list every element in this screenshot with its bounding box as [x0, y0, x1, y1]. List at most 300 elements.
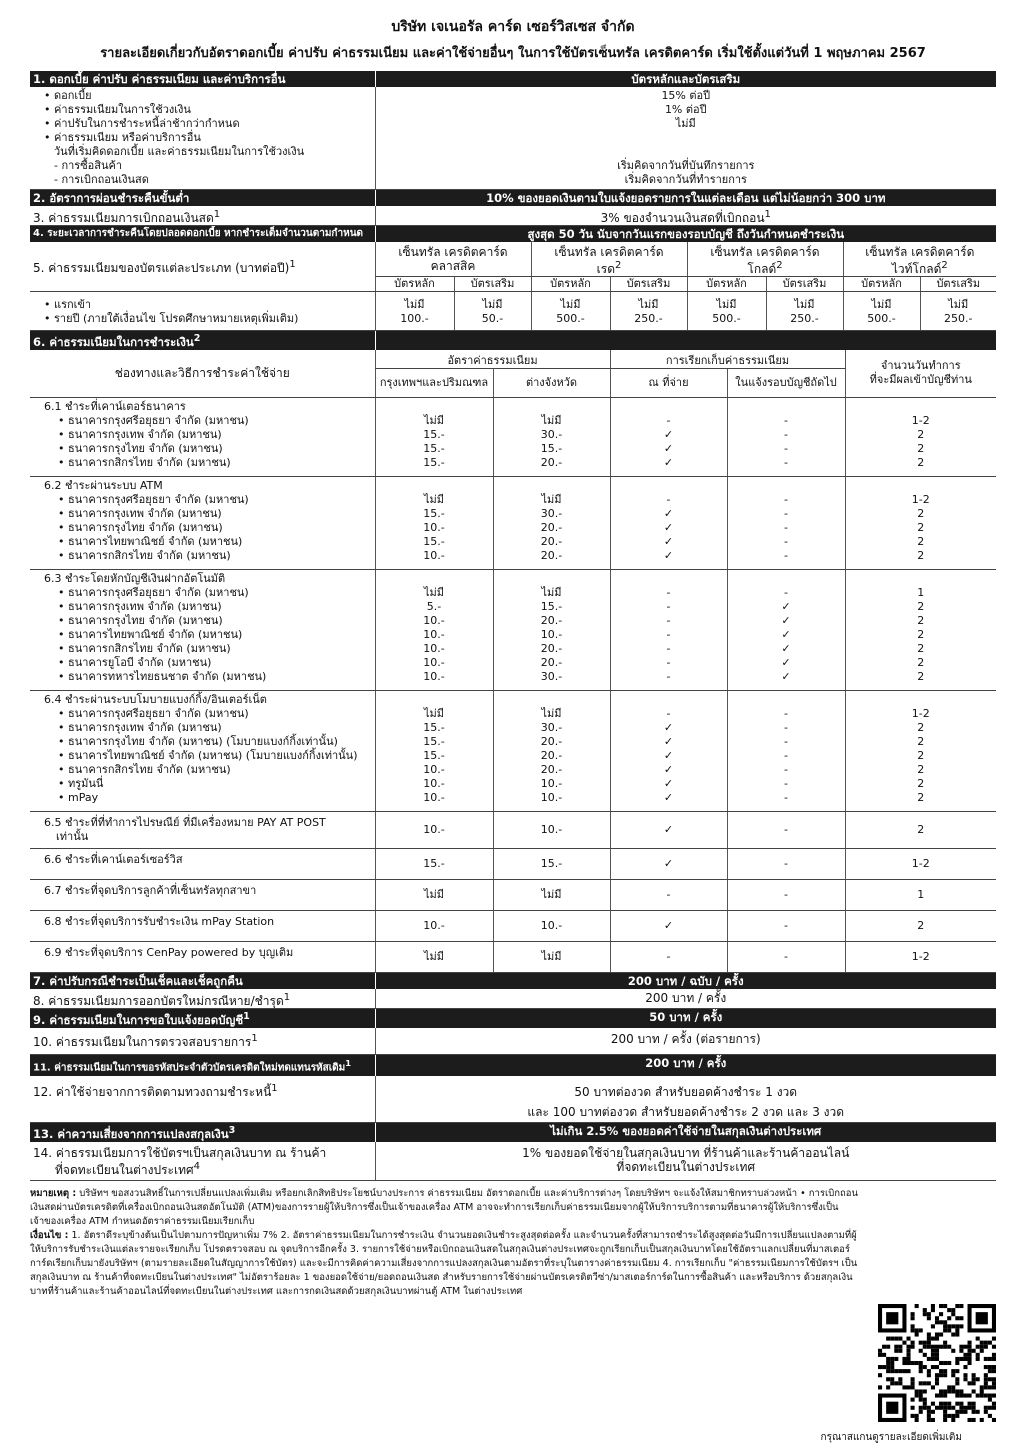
payment-channel: • ธนาคารกรุงเทพ จำกัด (มหาชน): [58, 427, 222, 441]
statement-charge-value: -: [784, 413, 788, 427]
bkk-fee-value: 15.-: [423, 455, 445, 469]
at-payment: ✓: [610, 848, 727, 879]
payment-channel: • ธนาคารยูโอบี จำกัด (มหาชน): [58, 655, 212, 669]
bkk-fee: ไม่มี: [375, 879, 493, 910]
card-name: เซ็นทรัล เครดิตคาร์ด: [710, 245, 820, 259]
annual-fee-label: • รายปี (ภายใต้เงื่อนไข โปรดศึกษาหมายเหตุเพิ่มเติม): [44, 312, 299, 325]
bkk-fee: 10.-: [375, 910, 493, 941]
bkk-fee-value: 15.-: [423, 748, 445, 762]
payment-channel: • ธนาคารกสิกรไทย จำกัด (มหาชน): [58, 641, 231, 655]
payment-group-title: 6.4 ชำระผ่านระบบโมบายแบงก์กิ้ง/อินเตอร์เน็ต: [44, 692, 267, 706]
card-gold: [687, 242, 843, 277]
payment-group: [30, 569, 996, 690]
payment-channel: • ธนาคารกรุงไทย จำกัด (มหาชน): [58, 520, 223, 534]
entry-fee-label: • แรกเข้า: [44, 298, 92, 311]
province-fee-value: 30.-: [540, 669, 563, 683]
at-payment: [610, 397, 727, 476]
section-13-header: [30, 1122, 996, 1141]
at-payment: ✓: [610, 811, 727, 848]
province-fee-value: 20.-: [540, 748, 563, 762]
clearing-days-value: 2: [917, 627, 925, 641]
clearing-days: [845, 569, 996, 690]
clearing-days-value: 2: [917, 599, 925, 613]
statement-charge-value: ✓: [781, 669, 791, 683]
s1-value: เริ่มคิดจากวันที่บันทึกรายการ: [617, 159, 755, 172]
card-name: เซ็นทรัล เครดิตคาร์ด: [554, 245, 664, 259]
section-6-header: [30, 331, 996, 350]
province-fee-value: 30.-: [540, 427, 563, 441]
province-fee-value: ไม่มี: [541, 413, 562, 427]
statement-charge-value: -: [784, 776, 788, 790]
at-payment-header: ณ ที่จ่าย: [610, 368, 727, 397]
footnote-ref: 1: [251, 1032, 258, 1044]
section-3-row: [30, 206, 996, 226]
card-name: เซ็นทรัล เครดิตคาร์ด: [865, 245, 975, 259]
at-payment-value: -: [666, 627, 671, 641]
clearing-days: 1: [845, 879, 996, 910]
annual-fee: 500.-: [867, 312, 896, 325]
clearing-days-value: 1-2: [911, 706, 930, 720]
section-1-right: บัตรหลักและบัตรเสริม: [375, 71, 996, 87]
province-fee: 10.-: [493, 910, 610, 941]
at-payment-value: -: [666, 655, 671, 669]
at-payment: [610, 690, 727, 811]
payment-channel: • ธนาคารไทยพาณิชย์ จำกัด (มหาชน): [58, 627, 243, 641]
statement-charge: -: [727, 941, 845, 972]
condition-text: 1. อัตราดีระบุข้างต้นเป็นไปตามการปัญหาเพิ่ม 7% 2. อัตราค่าธรรมเนียมในการชำระเงิน จำนวนยอดเงินชำระสูงสุดต่อครั้ง และจำนวนครั้งที่สามารถชำระได้สูงสุดต่อวันมีการเปลี่ยนแปลงตามที่ผู้ให้บริการรับชำระเงินแต่ละรายจะเรียกเก็บ โปรดตรวจสอบ ณ จุดบริการอีกครั้ง 3. รายการใช้จ่ายหรือเบิกถอนเงินสดในสกุลเงินต่างประเทศจะถูกเรียกเก็บเป็นสกุลเงินบาทโดยใช้อัตราแลกเปลี่ยนที่มาสเตอร์การ์ดเรียกเก็บมายังบริษัทฯ (ตามรายละเอียดในสัญญาการใช้บัตร) และจะมีการคิดค่าความเสี่ยงจากการแปลงสกุลเงินตามอัตราที่ระบุในตารางค่าธรรมเนียม 4. การเรียกเก็บ "ค่าธรรมเนียมการใช้บัตรฯ เป็นสกุลเงินบาท ณ ร้านค้าที่จดทะเบียนในต่างประเทศ" ไม่อัตราร้อยละ 1 ของยอดใช้จ่าย/ยอดถอนเงินสด สำหรับรายการใช้จ่ายผ่านบัตรเครดิตวีซ่า/มาสเตอร์การ์ดในการซื้อสินค้า และหรือบริการ ด้วยสกุลเงินบาทที่ร้านค้าและร้านค้าออนไลน์ที่จดทะเบียนในต่างประเทศ และการกดเงินสดด้วยสกุลเงินบาทผ่านตู้ ATM ในต่างประเทศ: [30, 1229, 858, 1297]
payment-single: [30, 941, 996, 972]
qr-code-icon[interactable]: [878, 1304, 996, 1422]
province-fee-value: 20.-: [540, 655, 563, 669]
section-14-label-2: ที่จดทะเบียนในต่างประเทศ: [55, 1162, 194, 1177]
clearing-days-value: 2: [917, 762, 925, 776]
clearing-days-value: 1-2: [911, 492, 930, 506]
section-12-line-1: 50 บาทต่องวด สำหรับยอดค้างชำระ 1 งวด: [574, 1084, 798, 1099]
section-9-right: 50 บาท / ครั้ง: [375, 1008, 996, 1027]
section-7-header: [30, 973, 996, 989]
footnote-ref: 2: [776, 260, 783, 271]
document-title: รายละเอียดเกี่ยวกับอัตราดอกเบี้ย ค่าปรับ ค่าธรรมเนียม และค่าใช้จ่ายอื่นๆ ในการใช้บัตรเซ็นทรัล เครดิตคาร์ด เริ่มใช้ตั้งแต่วันที่ 1 พฤษภาคม 2567: [100, 46, 926, 61]
clearing-days: [845, 476, 996, 569]
remark-label: หมายเหตุ :: [30, 1187, 77, 1199]
bkk-fee-value: 10.-: [423, 520, 445, 534]
payment-channel: • ธนาคารกสิกรไทย จำกัด (มหาชน): [58, 762, 231, 776]
statement-charge-value: -: [784, 441, 788, 455]
clearing-days-value: 2: [917, 548, 925, 562]
province-fee-value: 10.-: [540, 790, 563, 804]
section-12-row: [30, 1076, 996, 1123]
statement-charge-value: -: [784, 734, 788, 748]
section-8-label: 8. ค่าธรรมเนียมการออกบัตรใหม่กรณีหาย/ชำรุด: [33, 993, 284, 1008]
entry-fee: ไม่มี: [948, 298, 969, 311]
province-fee: 15.-: [493, 848, 610, 879]
statement-charge-value: -: [784, 790, 788, 804]
at-payment-value: ✓: [663, 734, 674, 748]
footnote-ref: 2: [193, 333, 201, 344]
days-header-2: ที่จะมีผลเข้าบัญชีท่าน: [869, 373, 972, 387]
payment-head-1: [30, 350, 996, 369]
province-fee-value: 20.-: [540, 641, 563, 655]
footnote-ref: 4: [193, 1160, 201, 1172]
footnote-ref: 1: [283, 991, 291, 1003]
bkk-fee-value: 10.-: [423, 613, 445, 627]
bkk-fee-value: 15.-: [423, 427, 445, 441]
entry-fee: ไม่มี: [871, 298, 892, 311]
at-payment-value: -: [666, 492, 671, 506]
bkk-fee-value: 10.-: [423, 548, 445, 562]
province-fee-value: 20.-: [540, 734, 563, 748]
entry-fee: ไม่มี: [716, 298, 737, 311]
at-payment-value: -: [666, 706, 671, 720]
s1-item: - การซื้อสินค้า: [54, 159, 123, 172]
statement-charge-value: -: [784, 534, 788, 548]
rate-header: อัตราค่าธรรมเนียม: [375, 350, 610, 369]
payment-single-label: 6.6 ชำระที่เคาน์เตอร์เซอร์วิส: [44, 852, 183, 866]
statement-charge: [727, 690, 845, 811]
statement-charge-value: -: [784, 748, 788, 762]
payment-group-title: 6.2 ชำระผ่านระบบ ATM: [44, 478, 163, 492]
payment-channel: • ธนาคารกรุงเทพ จำกัด (มหาชน): [58, 599, 222, 613]
bkk-fee-value: 10.-: [423, 669, 445, 683]
province-fee-value: ไม่มี: [541, 706, 562, 720]
bkk-fee-value: 10.-: [423, 790, 445, 804]
main-card-head: บัตรหลัก: [531, 277, 610, 292]
at-payment-value: ✓: [663, 520, 674, 534]
section-5-fees: [30, 292, 996, 331]
main-card-head: บัตรหลัก: [687, 277, 766, 292]
at-payment-value: ✓: [663, 427, 674, 441]
at-payment: ✓: [610, 910, 727, 941]
section-2-header: [30, 190, 996, 207]
payment-channel: • ธนาคารกสิกรไทย จำกัด (มหาชน): [58, 548, 231, 562]
payment-single: [30, 910, 996, 941]
statement-charge-value: ✓: [781, 627, 791, 641]
statement-charge: [727, 397, 845, 476]
payment-single-label: 6.9 ชำระที่จุดบริการ CenPay powered by บุญเติม: [44, 945, 294, 959]
payment-single: [30, 879, 996, 910]
at-payment-value: ✓: [663, 455, 674, 469]
payment-groups: [30, 397, 996, 811]
at-payment-value: ✓: [663, 720, 674, 734]
statement-charge: [727, 569, 845, 690]
supp-card-head: บัตรเสริม: [766, 277, 843, 292]
at-payment-value: ✓: [663, 776, 674, 790]
s1-item: - การเบิกถอนเงินสด: [54, 173, 149, 186]
section-12-label: 12. ค่าใช้จ่ายจากการติดตามทวงถามชำระหนี้: [33, 1084, 272, 1099]
bkk-fee-value: 5.-: [426, 599, 442, 613]
entry-fee: ไม่มี: [638, 298, 659, 311]
statement-charge-value: -: [784, 585, 788, 599]
province-fee: [493, 690, 610, 811]
s1-item: • ค่าธรรมเนียม หรือค่าบริการอื่น: [44, 131, 201, 144]
province-fee-value: 30.-: [540, 506, 563, 520]
s1-item: • ค่าปรับในการชำระหนี้ล่าช้ากว่ากำหนด: [44, 117, 240, 130]
section-3-label: 3. ค่าธรรมเนียมการเบิกถอนเงินสด: [33, 211, 214, 225]
collect-header: การเรียกเก็บค่าธรรมเนียม: [610, 350, 845, 369]
province-fee-value: 10.-: [540, 627, 563, 641]
clearing-days: 1-2: [845, 941, 996, 972]
card-name: เซ็นทรัล เครดิตคาร์ด: [398, 245, 508, 259]
section-7-right: 200 บาท / ฉบับ / ครั้ง: [375, 973, 996, 989]
province-fee-value: 10.-: [540, 776, 563, 790]
statement-charge: -: [727, 910, 845, 941]
at-payment-value: ✓: [663, 548, 674, 562]
section-8-row: [30, 989, 996, 1009]
statement-charge-value: -: [784, 706, 788, 720]
province-fee: ไม่มี: [493, 879, 610, 910]
section-2-right: 10% ของยอดเงินตามใบแจ้งยอดรายการในแต่ละเดือน แต่ไม่น้อยกว่า 300 บาท: [375, 190, 996, 207]
province-fee: [493, 569, 610, 690]
section-14-label: 14. ค่าธรรมเนียมการใช้บัตรฯเป็นสกุลเงินบาท ณ ร้านค้า: [33, 1145, 327, 1160]
bkk-fee: [375, 476, 493, 569]
clearing-days: 1-2: [845, 848, 996, 879]
province-fee-value: ไม่มี: [541, 492, 562, 506]
main-card-head: บัตรหลัก: [843, 277, 920, 292]
clearing-days-value: 2: [917, 790, 925, 804]
statement-charge-value: -: [784, 455, 788, 469]
section-13-label: 13. ค่าความเสี่ยงจากการแปลงสกุลเงิน: [33, 1126, 229, 1141]
section-7-label: 7. ค่าปรับกรณีชำระเป็นเช็คและเช็คถูกคืน: [30, 973, 375, 989]
province-fee-value: 20.-: [540, 455, 563, 469]
bkk-fee-value: 10.-: [423, 627, 445, 641]
bkk-fee-value: 15.-: [423, 720, 445, 734]
section-14-row: [30, 1142, 996, 1181]
at-payment-value: ✓: [663, 441, 674, 455]
bkk-fee-value: 10.-: [423, 641, 445, 655]
clearing-days-value: 2: [917, 455, 925, 469]
bkk-fee-value: 15.-: [423, 506, 445, 520]
section-10-row: [30, 1028, 996, 1055]
payment-channel: • ธนาคารกรุงศรีอยุธยา จำกัด (มหาชน): [58, 706, 249, 720]
clearing-days: [845, 397, 996, 476]
section-6-label: 6. ค่าธรรมเนียมในการชำระเงิน: [33, 334, 194, 349]
footnote-ref: 2: [941, 260, 948, 271]
payment-single: [30, 848, 996, 879]
bkk-fee-value: 10.-: [423, 655, 445, 669]
at-payment-value: -: [666, 413, 671, 427]
payment-single-label: 6.5 ชำระที่ที่ทำการไปรษณีย์ ที่มีเครื่องหมาย PAY AT POST: [44, 815, 326, 829]
supp-card-head: บัตรเสริม: [610, 277, 687, 292]
at-payment-value: ✓: [663, 762, 674, 776]
clearing-days-value: 2: [917, 669, 925, 683]
statement-charge: -: [727, 848, 845, 879]
province-header: ต่างจังหวัด: [493, 368, 610, 397]
clearing-days-value: 2: [917, 441, 925, 455]
section-3-right: 3% ของจำนวนเงินสดที่เบิกถอน: [600, 211, 765, 225]
at-payment-value: -: [666, 669, 671, 683]
statement-charge-value: ✓: [781, 613, 791, 627]
payment-channel: • ธนาคารกรุงเทพ จำกัด (มหาชน): [58, 506, 222, 520]
at-payment: [610, 569, 727, 690]
statement-charge-value: -: [784, 762, 788, 776]
payment-channel: • ธนาคารกสิกรไทย จำกัด (มหาชน): [58, 455, 231, 469]
section-14-line-1: 1% ของยอดใช้จ่ายในสกุลเงินบาท ที่ร้านค้าและร้านค้าออนไลน์: [522, 1145, 850, 1160]
bkk-header: กรุงเทพฯและปริมณฑล: [375, 368, 493, 397]
payment-group-title: 6.3 ชำระโดยหักบัญชีเงินฝากอัตโนมัติ: [44, 571, 226, 585]
section-13-right: ไม่เกิน 2.5% ของยอดค่าใช้จ่ายในสกุลเงินต่างประเทศ: [375, 1122, 996, 1141]
statement-charge-value: ✓: [781, 599, 791, 613]
bkk-fee: [375, 569, 493, 690]
footnote-ref: 3: [228, 1124, 236, 1136]
payment-channel: • ทรูมันนี่: [58, 776, 104, 790]
footnote-ref: 1: [289, 259, 296, 270]
section-8-right: 200 บาท / ครั้ง: [375, 989, 996, 1009]
footnote-ref: 1: [213, 209, 221, 220]
statement-charge-value: -: [784, 492, 788, 506]
payment-single: [30, 811, 996, 848]
section-9-label: 9. ค่าธรรมเนียมในการขอใบแจ้งยอดบัญชี: [33, 1012, 244, 1027]
s1-value: 1% ต่อปี: [664, 103, 707, 116]
annual-fee: 250.-: [634, 312, 663, 325]
s1-item: • ค่าธรรมเนียมในการใช้วงเงิน: [44, 103, 191, 116]
section-5-cards: [30, 242, 996, 277]
entry-fee: ไม่มี: [560, 298, 581, 311]
statement-charge: -: [727, 811, 845, 848]
card-classic: [375, 242, 531, 277]
clearing-days-value: 2: [917, 427, 925, 441]
footnote-ref: 1: [243, 1010, 250, 1022]
statement-charge-value: ✓: [781, 641, 791, 655]
at-payment: [610, 476, 727, 569]
at-payment: -: [610, 941, 727, 972]
other-fees-table: [30, 973, 996, 1181]
province-fee: [493, 476, 610, 569]
annual-fee: 500.-: [712, 312, 741, 325]
s1-value: 15% ต่อปี: [661, 89, 711, 102]
s1-value: เริ่มคิดจากวันที่ทำรายการ: [624, 173, 747, 186]
statement-charge-value: -: [784, 720, 788, 734]
remark-text: บริษัทฯ ขอสงวนสิทธิ์ในการเปลี่ยนแปลงเพิ่มเติม หรือยกเลิกสิทธิประโยชน์บางประการ ค่าธรรมเนียม อัตราดอกเบี้ย และค่าบริการต่างๆ โดยบริษัทฯ จะแจ้งให้สมาชิกทราบล่วงหน้า • การเบิกถอนเงินสดผ่านบัตรเครดิตที่เครื่องเบิกถอนเงินสดอัตโนมัติ (ATM)ของการรายผู้ให้บริการซึ่งเป็นเจ้าของเครื่อง ATM อาจจะทำการเรียกเก็บค่าธรรมเนียมจากผู้ให้บริการบริการตามที่ธนาคารผู้ให้บริการซึ่งเป็นเจ้าของเครื่อง ATM กำหนดอัตราค่าธรรมเนียมเรียกเก็บ: [30, 1187, 858, 1227]
at-payment-value: ✓: [663, 506, 674, 520]
statement-charge: -: [727, 879, 845, 910]
bkk-fee: 10.-: [375, 811, 493, 848]
section-1-header: [30, 71, 996, 87]
supp-card-head: บัตรเสริม: [920, 277, 996, 292]
section-10-label: 10. ค่าธรรมเนียมในการตรวจสอบรายการ: [33, 1034, 252, 1049]
section-5-label: 5. ค่าธรรมเนียมของบัตรแต่ละประเภท (บาทต่อปี): [33, 261, 290, 275]
bkk-fee: [375, 690, 493, 811]
payment-group-title: 6.1 ชำระที่เคาน์เตอร์ธนาคาร: [44, 399, 186, 413]
payment-single-label-2: เท่านั้น: [56, 829, 89, 843]
footnote-ref: 2: [614, 260, 622, 271]
clearing-days-value: 1: [917, 585, 925, 599]
section-4-header: [30, 226, 996, 243]
payment-channel: • ธนาคารทหารไทยธนชาต จำกัด (มหาชน): [58, 669, 267, 683]
statement-charge-value: -: [784, 548, 788, 562]
clearing-days-value: 2: [917, 776, 925, 790]
bkk-fee-value: ไม่มี: [423, 413, 445, 427]
bkk-fee-value: 15.-: [423, 441, 445, 455]
clearing-days: [845, 690, 996, 811]
statement-charge-value: -: [784, 427, 788, 441]
province-fee-value: ไม่มี: [541, 585, 562, 599]
main-card-head: บัตรหลัก: [375, 277, 454, 292]
clearing-days-value: 2: [917, 655, 925, 669]
section-11-right: 200 บาท / ครั้ง: [375, 1054, 996, 1076]
clearing-days: 2: [845, 910, 996, 941]
payment-channel: • ธนาคารกรุงศรีอยุธยา จำกัด (มหาชน): [58, 413, 249, 427]
annual-fee: 50.-: [481, 312, 504, 325]
company-name: บริษัท เจเนอรัล คาร์ด เซอร์วิสเซส จำกัด: [391, 19, 635, 35]
annual-fee: 100.-: [400, 312, 429, 325]
footnote-ref: 1: [345, 1057, 352, 1068]
document-header: [30, 16, 996, 63]
statement-charge-value: -: [784, 506, 788, 520]
clearing-days-value: 2: [917, 613, 925, 627]
at-payment: -: [610, 879, 727, 910]
clearing-days-value: 2: [917, 748, 925, 762]
bkk-fee-value: 10.-: [423, 776, 445, 790]
at-payment-value: -: [666, 613, 671, 627]
card-type: เรด: [596, 262, 615, 276]
statement-charge-value: ✓: [781, 655, 791, 669]
s1-value: ไม่มี: [675, 117, 696, 130]
clearing-days-value: 2: [917, 534, 925, 548]
footnote-ref: 1: [764, 209, 771, 220]
clearing-days-value: 2: [917, 520, 925, 534]
bkk-fee-value: ไม่มี: [423, 706, 445, 720]
payment-single-label: 6.7 ชำระที่จุดบริการลูกค้าที่เซ็นทรัลทุกสาขา: [44, 883, 257, 897]
payment-channel: • ธนาคารกรุงศรีอยุธยา จำกัด (มหาชน): [58, 492, 249, 506]
payment-fee-table: [30, 350, 996, 973]
payment-single-label: 6.8 ชำระที่จุดบริการรับชำระเงิน mPay Station: [44, 914, 275, 928]
payment-channel: • ธนาคารไทยพาณิชย์ จำกัด (มหาชน): [58, 534, 243, 548]
section-1-body: [30, 87, 996, 190]
section-4-right: สูงสุด 50 วัน นับจากวันแรกของรอบบัญชี ถึงวันกำหนดชำระเงิน: [375, 226, 996, 243]
clearing-days-value: 1-2: [911, 413, 930, 427]
bkk-fee: 15.-: [375, 848, 493, 879]
bkk-fee: [375, 397, 493, 476]
card-type: คลาสสิค: [430, 259, 476, 273]
payment-group: [30, 397, 996, 476]
section-11-label: 11. ค่าธรรมเนียมในการขอรหัสประจำตัวบัตรเครดิตใหม่ทดแทนรหัสเดิม: [33, 1061, 346, 1073]
payment-singles: [30, 811, 996, 972]
bkk-fee-value: 15.-: [423, 734, 445, 748]
payment-channel: • ธนาคารกรุงไทย จำกัด (มหาชน): [58, 613, 223, 627]
clearing-days-value: 2: [917, 720, 925, 734]
province-fee: 10.-: [493, 811, 610, 848]
province-fee-value: 20.-: [540, 613, 563, 627]
at-payment-value: -: [666, 599, 671, 613]
clearing-days-value: 2: [917, 734, 925, 748]
statement-header: ในแจ้งรอบบัญชีถัดไป: [727, 368, 845, 397]
card-red: [531, 242, 687, 277]
clearing-days-value: 2: [917, 506, 925, 520]
fee-table: [30, 71, 996, 350]
province-fee-value: 15.-: [540, 441, 563, 455]
bkk-fee-value: 15.-: [423, 534, 445, 548]
province-fee-value: 20.-: [540, 762, 563, 776]
entry-fee: ไม่มี: [794, 298, 815, 311]
section-10-right: 200 บาท / ครั้ง (ต่อรายการ): [375, 1028, 996, 1055]
bkk-fee-value: ไม่มี: [423, 585, 445, 599]
province-fee-value: 15.-: [540, 599, 563, 613]
statement-charge-value: -: [784, 520, 788, 534]
province-fee: [493, 397, 610, 476]
payment-channel: • ธนาคารกรุงศรีอยุธยา จำกัด (มหาชน): [58, 585, 249, 599]
section-11-header: [30, 1054, 996, 1076]
bkk-fee-value: 10.-: [423, 762, 445, 776]
payment-channel: • ธนาคารกรุงเทพ จำกัด (มหาชน): [58, 720, 222, 734]
section-1-label: 1. ดอกเบี้ย ค่าปรับ ค่าธรรมเนียม และค่าบริการอื่น: [30, 71, 375, 87]
section-2-label: 2. อัตราการผ่อนชำระคืนขั้นต่ำ: [30, 190, 375, 207]
province-fee-value: 20.-: [540, 534, 563, 548]
supp-card-head: บัตรเสริม: [454, 277, 531, 292]
statement-charge: [727, 476, 845, 569]
at-payment-value: -: [666, 585, 671, 599]
entry-fee: ไม่มี: [482, 298, 503, 311]
at-payment-value: ✓: [663, 534, 674, 548]
